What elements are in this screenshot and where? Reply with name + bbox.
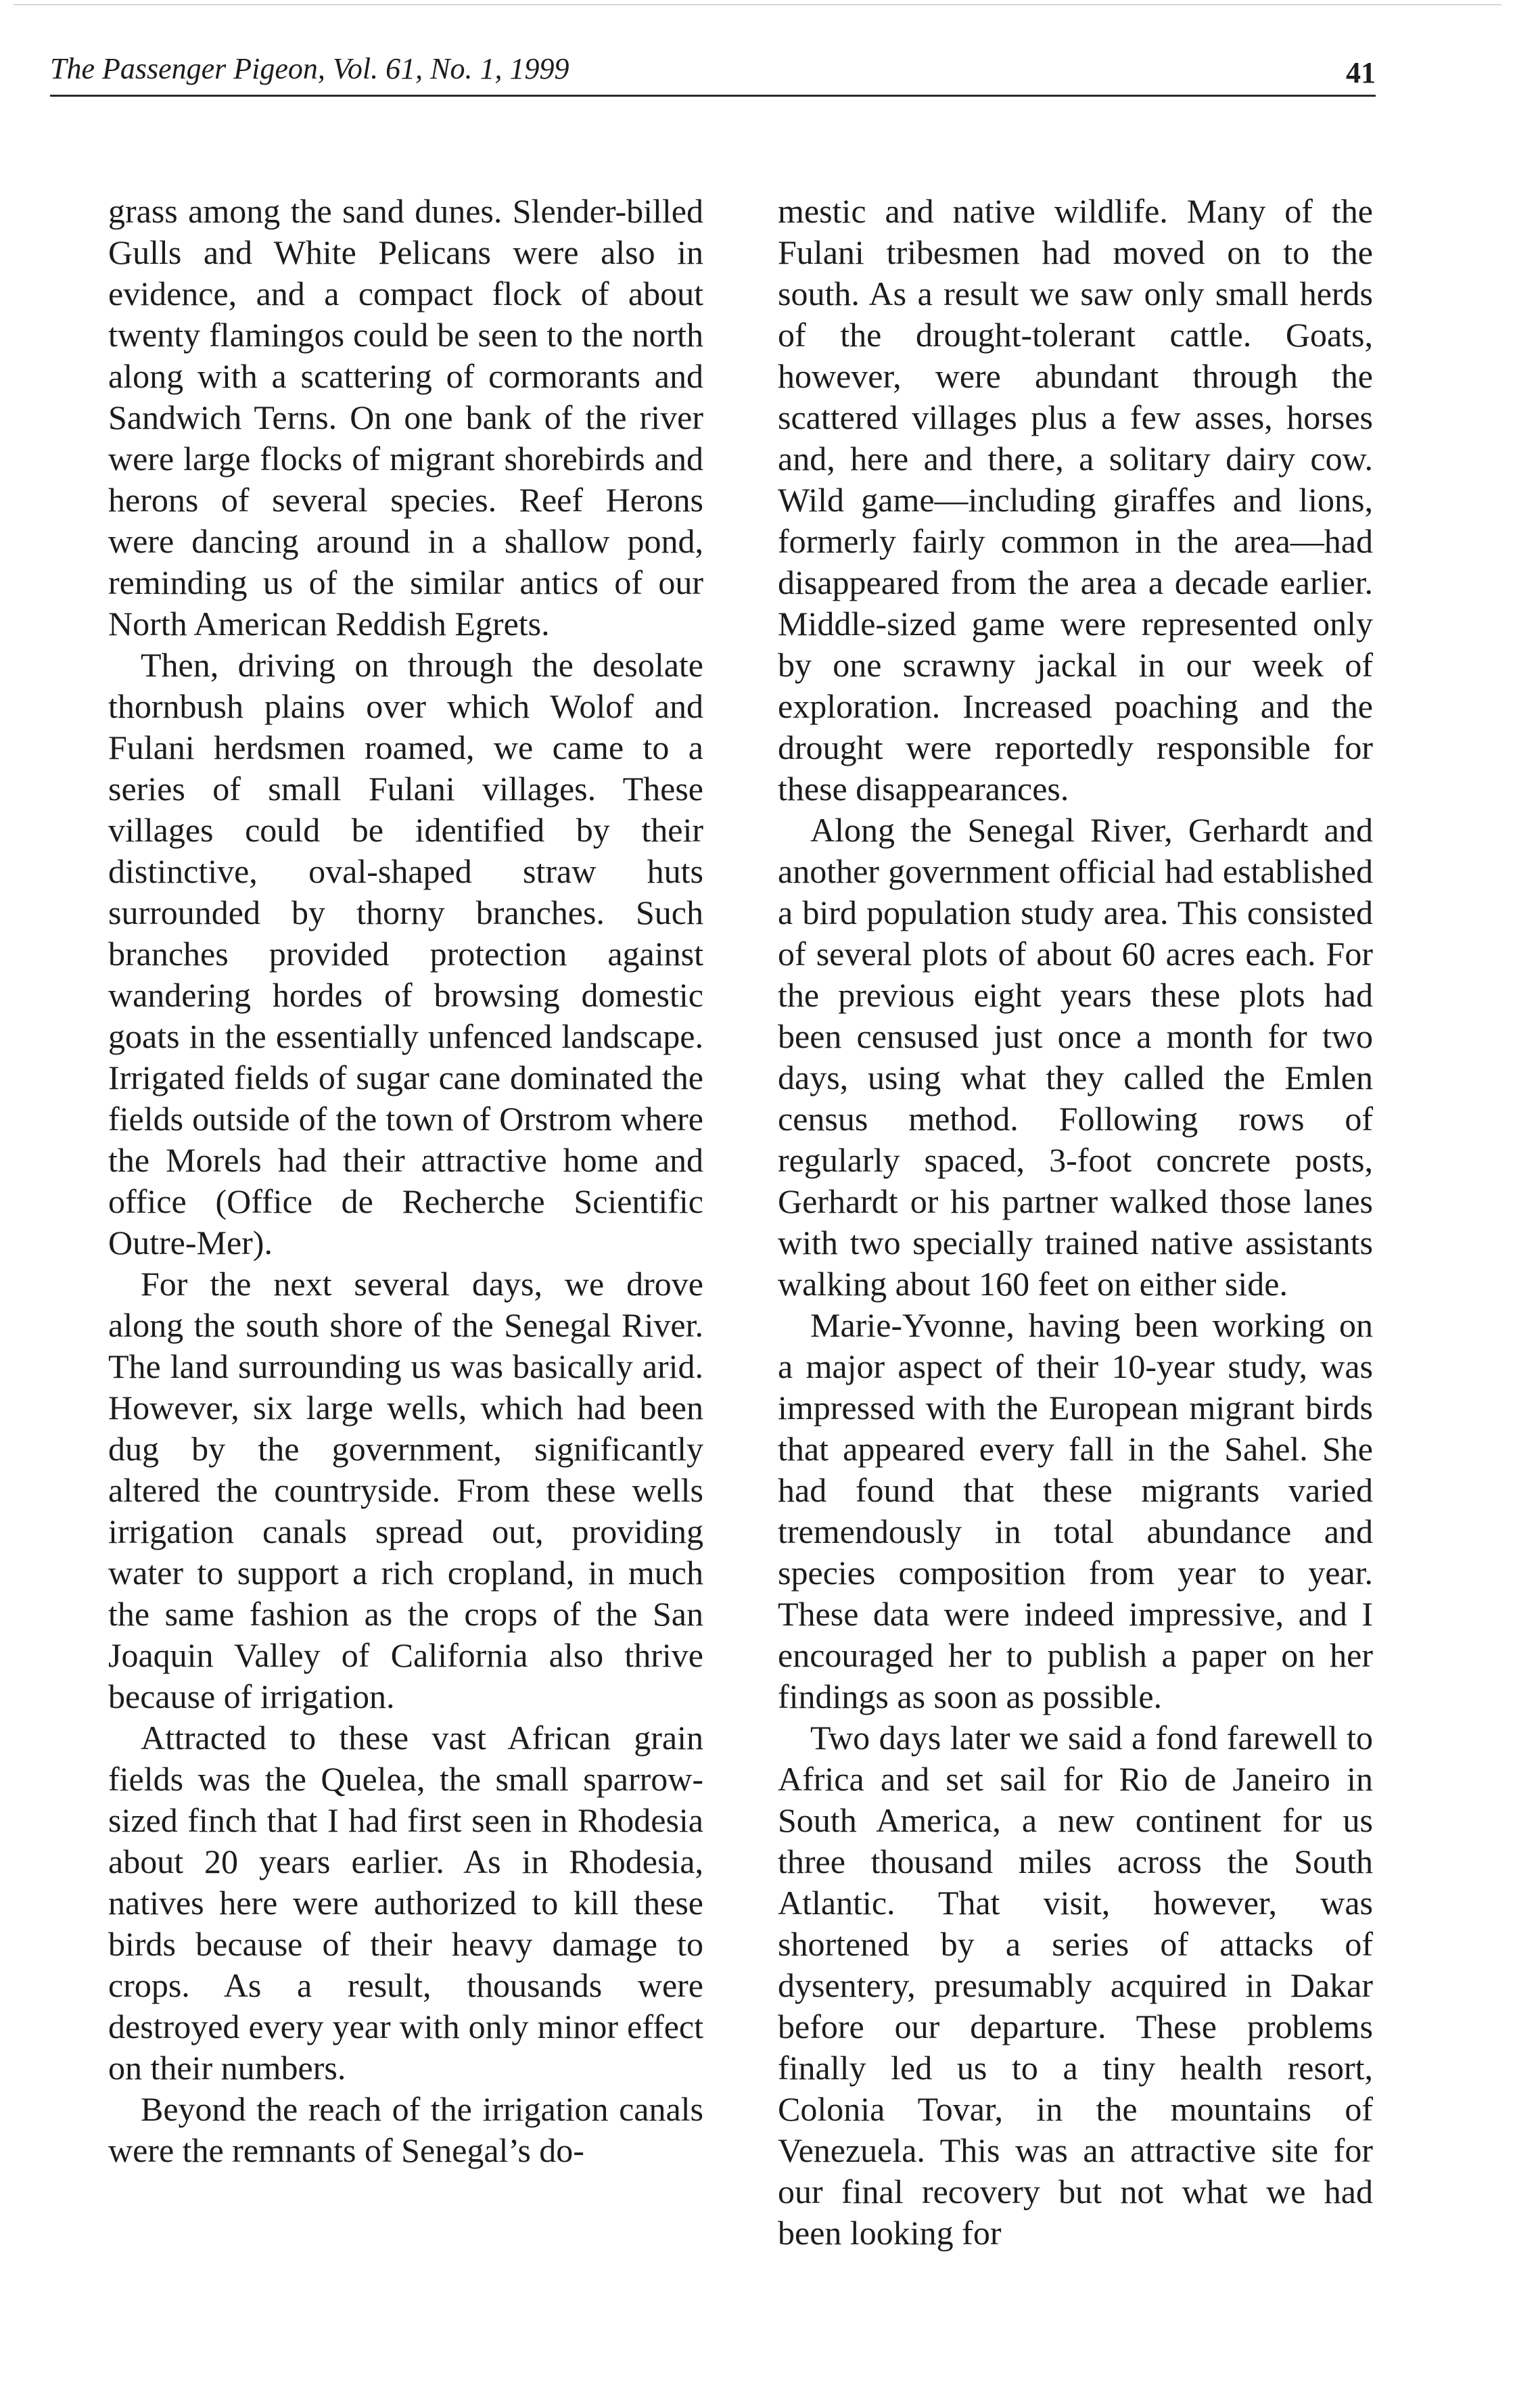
paragraph: Along the Senegal River, Gerhardt and another government official had established a bird population study area. This consisted of several plots of about 60 acres each. For the previous eight years these plots had been censused just once a month for two days, using what they called the Emlen census method. Following rows of regularly spaced, 3-foot concrete posts, Gerhardt or his partner walked those lanes with two specially trained native assistants walking about 160 feet on either side.	[778, 811, 1373, 1303]
paragraph: Beyond the reach of the irrigation canals were the remnants of Senegal’s do-	[108, 2090, 703, 2169]
paragraph: Attracted to these vast African grain fields was the Quelea, the small sparrow-sized finch that I had first seen in Rhodesia about 20 years earlier. As in Rhodesia, natives here were authorized to kill these birds because of their heavy damage to crops. As a result, thousands were destroyed every year with only minor effect on their numbers.	[108, 1719, 703, 2087]
journal-citation: The Passenger Pigeon, Vol. 61, No. 1, 1999	[50, 52, 569, 85]
paragraph: Marie-Yvonne, having been working on a major aspect of their 10-year study, was impressed with the European migrant birds that appeared every fall in the Sahel. She had found that these migrants varied tremendously in total abundance and species composition from year to year. These data were indeed impressive, and I encouraged her to publish a paper on her findings as soon as possible.	[778, 1306, 1373, 1715]
paragraph: mestic and native wildlife. Many of the Fulani tribesmen had moved on to the south. As a result we saw only small herds of the drought-tolerant cattle. Goats, however, were abundant through the scattered villages plus a few asses, horses and, here and there, a solitary dairy cow. Wild game—including giraffes and lions, formerly fairly common in the area—had disappeared from the area a decade earlier. Middle-sized game were represented only by one scrawny jackal in our week of exploration. Increased poaching and the drought were reportedly responsible for these disappearances.	[778, 192, 1373, 808]
paragraph: grass among the sand dunes. Slender-billed Gulls and White Pelicans were also in evidence, and a compact flock of about twenty flamingos could be seen to the north along with a scattering of cormorants and Sandwich Terns. On one bank of the river were large flocks of migrant shorebirds and herons of several species. Reef Herons were dancing around in a shallow pond, reminding us of the similar antics of our North American Reddish Egrets.	[108, 192, 703, 643]
paragraph: Then, driving on through the desolate thornbush plains over which Wolof and Fulani herdsmen roamed, we came to a series of small Fulani villages. These villages could be identified by their distinctive, oval-shaped straw huts surrounded by thorny branches. Such branches provided protection against wandering hordes of browsing domestic goats in the essentially unfenced landscape. Irrigated fields of sugar cane dominated the fields outside of the town of Orstrom where the Morels had their attractive home and office (Office de Recherche Scientific Outre-Mer).	[108, 646, 703, 1261]
left-column	[108, 191, 703, 2171]
right-column	[778, 191, 1373, 2254]
paragraph: For the next several days, we drove along the south shore of the Senegal River. The land surrounding us was basically arid. However, six large wells, which had been dug by the government, significantly altered the countryside. From these wells irrigation canals spread out, providing water to support a rich cropland, in much the same fashion as the crops of the San Joaquin Valley of California also thrive because of irrigation.	[108, 1265, 703, 1715]
page-number: 41	[1346, 56, 1376, 89]
running-head	[50, 41, 1376, 95]
paragraph: Two days later we said a fond farewell to Africa and set sail for Rio de Janeiro in South America, a new continent for us three thousand miles across the South Atlantic. That visit, however, was shortened by a series of attacks of dysentery, presumably acquired in Dakar before our departure. These problems finally led us to a tiny health resort, Colonia Tovar, in the mountains of Venezuela. This was an attractive site for our final recovery but not what we had been looking for	[778, 1719, 1373, 2252]
page-top-rule	[14, 4, 1501, 5]
header-rule	[50, 95, 1376, 97]
